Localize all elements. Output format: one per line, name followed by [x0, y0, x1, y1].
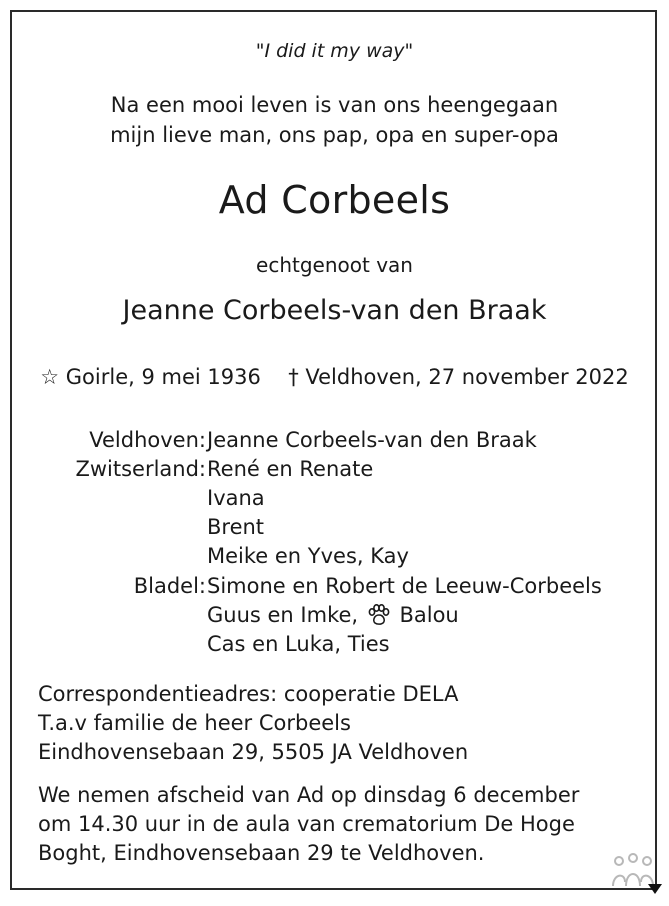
- family-names: Meike en Yves, Kay: [207, 544, 409, 568]
- family-names: Brent: [207, 515, 265, 539]
- family-names: Ivana: [207, 486, 265, 510]
- cross-icon: †: [288, 365, 299, 389]
- family-location: Bladel:: [133, 574, 206, 598]
- birth-text: Goirle, 9 mei 1936: [65, 365, 261, 389]
- family-names: Jeanne Corbeels-van den Braak: [207, 428, 537, 452]
- motto: "I did it my way": [255, 40, 414, 62]
- intro-line: Na een mooi leven is van ons heengegaan: [110, 93, 559, 117]
- family-names: René en Renate: [207, 457, 374, 481]
- intro-text: [0, 90, 669, 150]
- star-icon: ☆: [40, 365, 60, 389]
- family-names-before: Guus en Imke,: [207, 603, 359, 627]
- family-names-after: Balou: [399, 603, 459, 627]
- triangle-down-icon[interactable]: [648, 884, 662, 894]
- dates-line: [0, 364, 669, 389]
- correspondence-line: Correspondentieadres: cooperatie DELA: [38, 682, 459, 706]
- death-text: Veldhoven, 27 november 2022: [305, 365, 629, 389]
- family-names: Simone en Robert de Leeuw-Corbeels: [207, 574, 602, 598]
- deceased-name: Ad Corbeels: [218, 178, 451, 222]
- family-location: Zwitserland:: [75, 457, 206, 481]
- family-names: Cas en Luka, Ties: [207, 632, 390, 656]
- intro-line: mijn lieve man, ons pap, opa en super-opa: [110, 123, 559, 147]
- correspondence-block: [38, 680, 468, 767]
- correspondence-line: T.a.v familie de heer Corbeels: [38, 711, 351, 735]
- farewell-line: Boght, Eindhovensebaan 29 te Veldhoven.: [38, 841, 485, 865]
- spouse-name: Jeanne Corbeels-van den Braak: [122, 295, 547, 326]
- farewell-block: [38, 781, 579, 868]
- family-location: Veldhoven:: [89, 428, 206, 452]
- correspondence-line: Eindhovensebaan 29, 5505 JA Veldhoven: [38, 740, 469, 764]
- spouse-label: echtgenoot van: [256, 253, 413, 277]
- farewell-line: om 14.30 uur in de aula van crematorium De Hoge: [38, 812, 575, 836]
- farewell-line: We nemen afscheid van Ad op dinsdag 6 december: [38, 783, 580, 807]
